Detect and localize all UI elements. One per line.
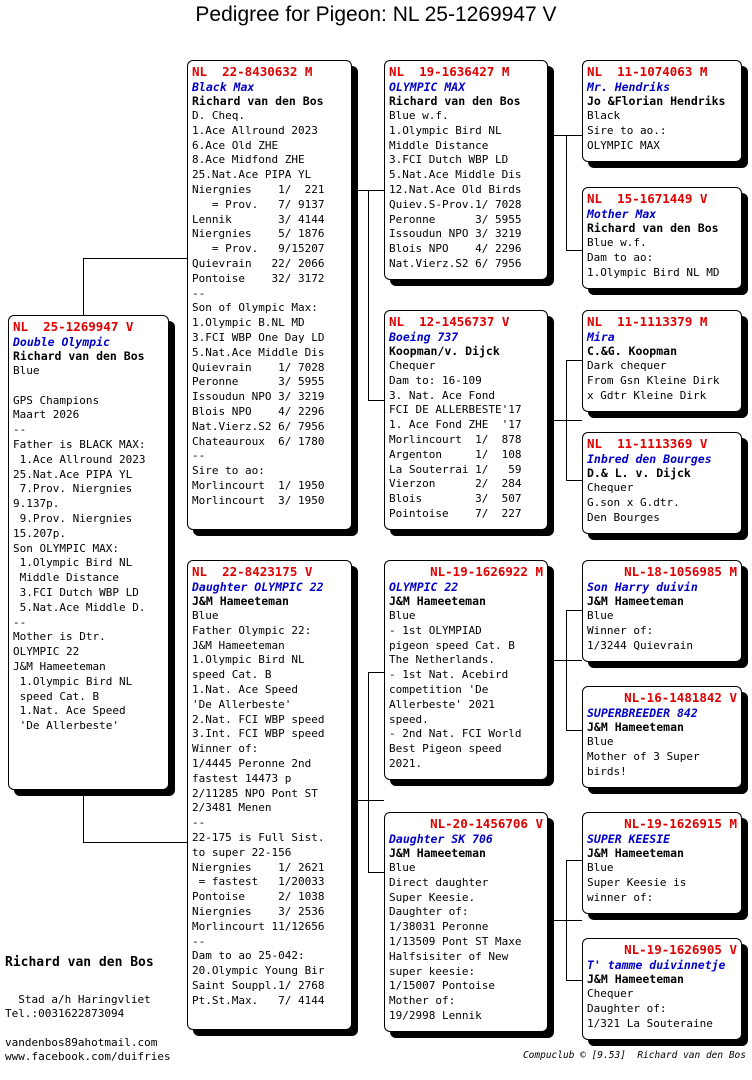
detail-line: GPS Champions xyxy=(13,393,100,407)
detail-line: D. Cheq. xyxy=(192,109,245,122)
detail-line: -- xyxy=(192,449,206,463)
connector-dd xyxy=(566,860,582,861)
detail-line: Blue xyxy=(192,609,219,622)
detail-line: speed Cat. B xyxy=(192,668,272,682)
detail-line: pigeon speed Cat. B xyxy=(389,638,515,652)
owner-name: Koopman/v. Dijck xyxy=(389,344,500,358)
detail-line: Daughter of: xyxy=(587,1001,667,1015)
owner-name: D.& L. v. Dijck xyxy=(587,466,691,480)
sire-sire-card[interactable] xyxy=(384,60,548,280)
pigeon-name: Mira xyxy=(587,330,615,344)
detail-line: Morlincourt 3/ 1950 xyxy=(192,493,325,507)
connector-subject xyxy=(83,258,84,315)
ring-number: NL 12-1456737 V xyxy=(389,314,510,329)
detail-line: 5.Nat.Ace Middle D. xyxy=(13,600,146,614)
dds-card[interactable] xyxy=(582,812,742,914)
detail-line: super keesie: xyxy=(389,964,476,978)
connector-dam xyxy=(368,872,384,873)
pigeon-name: SUPER KEESIE xyxy=(587,832,671,846)
detail-line: Mother of: xyxy=(389,994,456,1008)
detail-line: 1.Nat. Ace Speed xyxy=(13,704,126,718)
owner-name: J&M Hameeteman xyxy=(587,972,684,986)
detail-line: 3.FCI WBP One Day LD xyxy=(192,330,325,344)
detail-line: 1/15007 Pontoise xyxy=(389,979,495,993)
detail-line: Niergnies 1/ 221 xyxy=(192,182,325,196)
detail-line: 1/321 La Souteraine xyxy=(587,1016,713,1030)
detail-line: Black xyxy=(587,109,621,122)
detail-line: 1/13509 Pont ST Maxe xyxy=(389,934,522,948)
connector-subject xyxy=(83,842,187,843)
detail-line: Blue xyxy=(587,609,614,622)
detail-line: Dam to ao: xyxy=(587,250,654,264)
detail-line: 2/3481 Menen xyxy=(192,801,272,815)
detail-line: Issoudun NPO 3/ 3219 xyxy=(389,227,522,241)
pigeon-name: Daughter OLYMPIC 22 xyxy=(192,580,324,594)
pigeon-name: Double Olympic xyxy=(13,335,110,349)
ssd-card[interactable] xyxy=(582,187,742,289)
detail-line: Chateauroux 6/ 1780 xyxy=(192,434,325,448)
detail-line: Middle Distance xyxy=(13,571,119,585)
detail-line: Nat.Vierz.S2 6/ 7956 xyxy=(192,419,325,433)
detail-line: Quievrain 1/ 7028 xyxy=(192,360,325,374)
detail-line: speed Cat. B xyxy=(13,689,100,703)
pigeon-name: OLYMPIC MAX xyxy=(389,80,466,94)
detail-line: 1.Olympic Bird NL MD xyxy=(587,265,720,279)
detail-line: - 1st Nat. Acebird xyxy=(389,668,509,682)
detail-line: Best Pigeon speed xyxy=(389,742,502,756)
detail-line: 'De Allerbeste' xyxy=(13,719,119,733)
page-title: Pedigree for Pigeon: NL 25-1269947 V xyxy=(195,3,557,26)
detail-line: = Prov. 9/15207 xyxy=(192,242,325,256)
ring-number: NL 22-8430632 M xyxy=(192,64,313,79)
ring-number: NL-19-1626922 M xyxy=(430,564,543,579)
connector-ds xyxy=(566,610,582,611)
detail-line: Dam to: 16-109 xyxy=(389,373,482,387)
detail-line: Saint Souppl.1/ 2768 xyxy=(192,978,325,992)
connector-dam xyxy=(368,672,384,673)
detail-line: 1/38031 Peronne xyxy=(389,920,489,934)
detail-line: 1. Ace Fond ZHE '17 xyxy=(389,418,522,432)
detail-line: 20.Olympic Young Bir xyxy=(192,964,325,978)
ring-number: NL-16-1481842 V xyxy=(624,690,737,705)
breeder-address: Stad a/h Haringvliet xyxy=(5,993,151,1006)
detail-line: Nat.Vierz.S2 6/ 7956 xyxy=(389,256,522,270)
subject-card[interactable] xyxy=(8,315,169,790)
detail-line: Halfsisiter of New xyxy=(389,949,509,963)
detail-line: = Prov. 7/ 9137 xyxy=(192,197,325,211)
detail-line: 2021. xyxy=(389,756,423,770)
detail-line: Father Olympic 22: xyxy=(192,623,312,637)
ddd-card[interactable] xyxy=(582,938,742,1040)
detail-line: Daughter of: xyxy=(389,905,469,919)
detail-line: 1.Olympic Bird NL xyxy=(389,123,502,137)
detail-line: 9.137p. xyxy=(13,497,60,511)
connector-sire xyxy=(368,400,384,401)
detail-line: Blue w.f. xyxy=(587,236,647,249)
dsd-card[interactable] xyxy=(582,686,742,788)
detail-line: 25.Nat.Ace PIPA YL xyxy=(192,168,312,182)
detail-line: G.son x G.dtr. xyxy=(587,495,680,509)
detail-line: 22-175 is Full Sist. xyxy=(192,830,325,844)
detail-line: - 2nd Nat. FCI World xyxy=(389,727,522,741)
owner-name: Richard van den Bos xyxy=(13,349,145,363)
detail-line: Pointoise 7/ 227 xyxy=(389,506,522,520)
detail-line: Quiev.S-Prov.1/ 7028 xyxy=(389,197,522,211)
connector-sd xyxy=(566,480,582,481)
connector-sd xyxy=(566,360,567,480)
connector-ss xyxy=(566,250,582,251)
breeder-website[interactable]: www.facebook.com/duifries xyxy=(5,1050,171,1063)
detail-line: 9.Prov. Niergnies xyxy=(13,511,133,525)
ring-number: NL 15-1671449 V xyxy=(587,191,708,206)
detail-line: Winner of: xyxy=(587,623,654,637)
detail-line: 1.Olympic Bird NL xyxy=(13,556,133,570)
sdd-card[interactable] xyxy=(582,432,742,534)
detail-line: to super 22-156 xyxy=(192,845,292,859)
ring-number: NL 11-1074063 M xyxy=(587,64,708,79)
ring-number: NL-19-1626915 M xyxy=(624,816,737,831)
connector-sd xyxy=(548,420,582,421)
detail-line: Allerbeste' 2021 xyxy=(389,697,495,711)
owner-name: J&M Hameeteman xyxy=(389,846,486,860)
detail-line: 1/3244 Quievrain xyxy=(587,638,693,652)
ring-number: NL-20-1456706 V xyxy=(430,816,543,831)
owner-name: J&M Hameeteman xyxy=(587,846,684,860)
detail-line: Niergnies 3/ 2536 xyxy=(192,904,325,918)
ring-number: NL 25-1269947 V xyxy=(13,319,134,334)
ring-number: NL 11-1113379 M xyxy=(587,314,708,329)
detail-line: Den Bourges xyxy=(587,510,660,524)
detail-line: x Gdtr Kleine Dirk xyxy=(587,388,707,402)
connector-ss xyxy=(566,135,567,250)
detail-line: Sire to ao.: xyxy=(587,123,667,137)
detail-line: 3. Nat. Ace Fond xyxy=(389,388,495,402)
detail-line: Blue xyxy=(587,735,614,748)
detail-line: J&M Hameeteman xyxy=(192,638,285,652)
detail-line: 15.207p. xyxy=(13,526,66,540)
detail-line: Pontoise 32/ 3172 xyxy=(192,271,325,285)
detail-line: Lennik 3/ 4144 xyxy=(192,212,325,226)
detail-line: 5.Nat.Ace Middle Dis xyxy=(389,168,522,182)
detail-line: Dark chequer xyxy=(587,359,667,372)
detail-line: Issoudun NPO 3/ 3219 xyxy=(192,390,325,404)
connector-subject xyxy=(83,790,84,842)
pigeon-name: Son Harry duivin xyxy=(587,580,698,594)
connector-dd xyxy=(566,980,582,981)
connector-sire xyxy=(368,190,369,400)
detail-line: 25.Nat.Ace PIPA YL xyxy=(13,467,133,481)
pigeon-name: SUPERBREEDER 842 xyxy=(587,706,698,720)
detail-line: -- xyxy=(13,423,27,437)
detail-line: FCI DE ALLERBESTE'17 xyxy=(389,403,522,417)
detail-line: 12.Nat.Ace Old Birds xyxy=(389,182,522,196)
detail-line: - 1st OLYMPIAD xyxy=(389,623,482,637)
detail-line: Vierzon 2/ 284 xyxy=(389,477,522,491)
detail-line: Son OLYMPIC MAX: xyxy=(13,541,119,555)
detail-line: The Netherlands. xyxy=(389,653,495,667)
detail-line: Super Keesie is xyxy=(587,875,687,889)
detail-line: 1.Nat. Ace Speed xyxy=(192,682,298,696)
detail-line: 1.Ace Allround 2023 xyxy=(13,452,146,466)
detail-line: 5.Nat.Ace Middle Dis xyxy=(192,345,325,359)
owner-name: J&M Hameeteman xyxy=(587,720,684,734)
connector-ds xyxy=(566,610,567,730)
detail-line xyxy=(13,379,164,394)
pigeon-name: Mr. Hendriks xyxy=(587,80,671,94)
software-credit: Compuclub © [9.53] Richard van den Bos xyxy=(522,1050,746,1061)
connector-ss xyxy=(548,135,582,136)
sss-card[interactable] xyxy=(582,60,742,162)
detail-line: La Souterrai 1/ 59 xyxy=(389,462,522,476)
ring-number: NL 19-1636427 M xyxy=(389,64,510,79)
detail-line: -- xyxy=(192,816,206,830)
detail-line: OLYMPIC MAX xyxy=(587,138,660,152)
owner-name: J&M Hameeteman xyxy=(389,594,486,608)
detail-line: Winner of: xyxy=(192,742,259,756)
detail-line: Peronne 3/ 5955 xyxy=(389,212,522,226)
connector-dd xyxy=(566,860,567,980)
detail-line: Blois NPO 4/ 2296 xyxy=(192,404,325,418)
detail-line: Blois 3/ 507 xyxy=(389,492,522,506)
ring-number: NL-19-1626905 V xyxy=(624,942,737,957)
owner-name: J&M Hameeteman xyxy=(192,594,289,608)
detail-line: Sire to ao: xyxy=(192,464,265,478)
detail-line: Morlincourt 11/12656 xyxy=(192,919,325,933)
detail-line: 1.Olympic B.NL MD xyxy=(192,316,305,330)
pigeon-name: T' tamme duivinnetje xyxy=(587,958,726,972)
detail-line: birds! xyxy=(587,764,627,778)
dam-card[interactable] xyxy=(187,560,352,1030)
detail-line: 7.Prov. Niergnies xyxy=(13,482,133,496)
pigeon-name: Boeing 737 xyxy=(389,330,459,344)
detail-line: 19/2998 Lennik xyxy=(389,1008,482,1022)
detail-line: Morlincourt 1/ 878 xyxy=(389,432,522,446)
detail-line: 1.Olympic Bird NL xyxy=(13,674,133,688)
breeder-phone: Tel.:0031622873094 xyxy=(5,1007,125,1020)
detail-line: Blue xyxy=(13,364,40,377)
detail-line: Mother is Dtr. xyxy=(13,630,106,644)
pigeon-name: Mother Max xyxy=(587,207,657,221)
detail-line: 8.Ace Midfond ZHE xyxy=(192,153,305,167)
detail-line: 6.Ace Old ZHE xyxy=(192,138,279,152)
connector-dam xyxy=(368,672,369,872)
detail-line: Maart 2026 xyxy=(13,408,80,422)
detail-line: Morlincourt 1/ 1950 xyxy=(192,478,325,492)
detail-line: Blue xyxy=(587,861,614,874)
sds-card[interactable] xyxy=(582,310,742,412)
detail-line: Blue xyxy=(389,861,416,874)
detail-line: Niergnies 1/ 2621 xyxy=(192,860,325,874)
detail-line: Middle Distance xyxy=(389,138,489,152)
detail-line: Quievrain 22/ 2066 xyxy=(192,256,325,270)
dam-sire-card[interactable] xyxy=(384,560,548,780)
detail-line: Father is BLACK MAX: xyxy=(13,437,146,451)
detail-line: OLYMPIC 22 xyxy=(13,645,80,659)
detail-line: Direct daughter xyxy=(389,875,489,889)
detail-line: 1/4445 Peronne 2nd xyxy=(192,756,312,770)
detail-line: winner of: xyxy=(587,890,654,904)
connector-dd xyxy=(548,920,582,921)
ring-number: NL 22-8423175 V xyxy=(192,564,313,579)
detail-line: Blois NPO 4/ 2296 xyxy=(389,242,522,256)
detail-line: Chequer xyxy=(389,359,436,372)
detail-line: Super Keesie. xyxy=(389,890,476,904)
detail-line: 3.FCI Dutch WBP LD xyxy=(13,585,139,599)
owner-name: Richard van den Bos xyxy=(587,221,719,235)
ring-number: NL-18-1056985 M xyxy=(624,564,737,579)
connector-ds xyxy=(566,730,582,731)
connector-ds xyxy=(548,660,582,661)
detail-line: Pt.St.Max. 7/ 4144 xyxy=(192,993,325,1007)
sire-card[interactable] xyxy=(187,60,352,530)
detail-line: 3.FCI Dutch WBP LD xyxy=(389,153,509,167)
pigeon-name: Black Max xyxy=(192,80,255,94)
detail-line: From Gsn Kleine Dirk xyxy=(587,373,720,387)
pigeon-name: Daughter SK 706 xyxy=(389,832,493,846)
owner-name: Jo &Florian Hendriks xyxy=(587,94,726,108)
detail-line: Niergnies 5/ 1876 xyxy=(192,227,325,241)
detail-line: Dam to ao 25-042: xyxy=(192,949,305,963)
detail-line: 3.Int. FCI WBP speed xyxy=(192,727,325,741)
pigeon-name: Inbred den Bourges xyxy=(587,452,712,466)
connector-subject xyxy=(83,258,187,259)
detail-line: Son of Olympic Max: xyxy=(192,301,318,315)
detail-line: 1.Ace Allround 2023 xyxy=(192,123,318,137)
detail-line: -- xyxy=(13,615,27,629)
connector-sd xyxy=(566,360,582,361)
detail-line: speed. xyxy=(389,712,429,726)
owner-name: J&M Hameeteman xyxy=(587,594,684,608)
detail-line: 1.Olympic Bird NL xyxy=(192,653,305,667)
dss-card[interactable] xyxy=(582,560,742,662)
detail-line: Blue w.f. xyxy=(389,109,449,122)
detail-line: 2/11285 NPO Pont ST xyxy=(192,786,318,800)
detail-line: Argenton 1/ 108 xyxy=(389,447,522,461)
dam-dam-card[interactable] xyxy=(384,812,548,1032)
ring-number: NL 11-1113369 V xyxy=(587,436,708,451)
pigeon-name: OLYMPIC 22 xyxy=(389,580,459,594)
detail-line: -- xyxy=(192,286,206,300)
detail-line: J&M Hameeteman xyxy=(13,659,106,673)
detail-line: Blue xyxy=(389,609,416,622)
owner-name: Richard van den Bos xyxy=(192,94,324,108)
detail-line: = fastest 1/20033 xyxy=(192,875,325,889)
detail-line: Chequer xyxy=(587,481,634,494)
detail-line: Peronne 3/ 5955 xyxy=(192,375,325,389)
detail-line: 2.Nat. FCI WBP speed xyxy=(192,712,325,726)
detail-line: -- xyxy=(192,934,206,948)
detail-line: Mother of 3 Super xyxy=(587,749,700,763)
breeder-name: Richard van den Bos xyxy=(5,955,154,970)
sire-dam-card[interactable] xyxy=(384,310,548,530)
owner-name: Richard van den Bos xyxy=(389,94,521,108)
detail-line: competition 'De xyxy=(389,682,489,696)
detail-line: Pontoise 2/ 1038 xyxy=(192,890,325,904)
detail-line: 'De Allerbeste' xyxy=(192,697,292,711)
detail-line: fastest 14473 p xyxy=(192,771,292,785)
owner-name: C.&G. Koopman xyxy=(587,344,678,358)
breeder-email[interactable]: vandenbos89ahotmail.com xyxy=(5,1036,158,1049)
detail-line: Chequer xyxy=(587,987,634,1000)
